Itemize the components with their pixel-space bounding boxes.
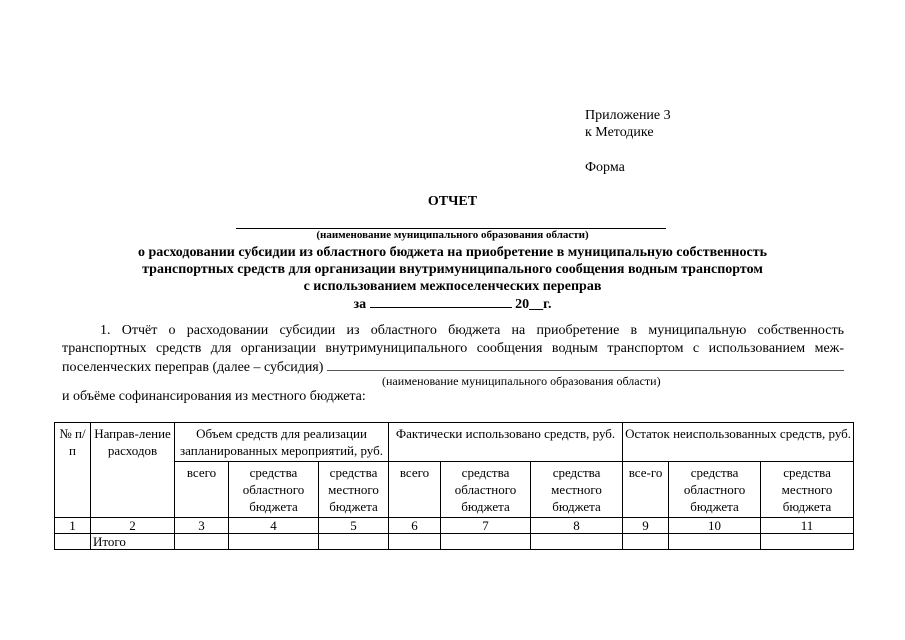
municipality-name-caption: (наименование муниципального образования области) (316, 229, 589, 241)
subheader-actual-local: средства местного бюджета (531, 462, 623, 518)
column-number: 6 (389, 518, 441, 534)
municipality-name-field[interactable] (327, 358, 844, 371)
column-number: 4 (229, 518, 319, 534)
total-cell[interactable] (389, 534, 441, 550)
report-table (54, 422, 854, 550)
table-subheader-row (55, 462, 854, 518)
form-label: Форма (585, 160, 625, 175)
total-cell[interactable] (441, 534, 531, 550)
paragraph-line-1: 1. Отчёт о расходовании субсидии из областного бюджета на приобретение в муниципальную собственность (100, 323, 844, 338)
period-blank-field[interactable] (370, 295, 512, 308)
total-cell[interactable] (669, 534, 761, 550)
subtitle-line-1: о расходовании субсидии из областного бюджета на приобретение в муниципальную собственность (138, 245, 767, 260)
header-remaining: Остаток неиспользованных средств, руб. (623, 423, 854, 462)
total-cell[interactable] (761, 534, 854, 550)
subtitle-line-2: транспортных средств для организации внутримуниципального сообщения водным транспортом (142, 262, 763, 277)
table-header-row (55, 423, 854, 462)
subheader-planned-total: всего (175, 462, 229, 518)
column-number: 9 (623, 518, 669, 534)
paragraph-line-2: транспортных средств для организации внутримуниципального сообщения водным транспортом с использованием меж- (62, 341, 844, 356)
subheader-planned-regional: средства областного бюджета (229, 462, 319, 518)
total-cell[interactable] (175, 534, 229, 550)
subheader-remaining-regional: средства областного бюджета (669, 462, 761, 518)
paragraph-line-3-text: поселенческих переправ (далее – субсидия) (62, 360, 324, 375)
column-number: 2 (91, 518, 175, 534)
appendix-line-2: к Методике (585, 125, 654, 140)
report-period (0, 295, 905, 313)
column-number: 1 (55, 518, 91, 534)
total-row-label: Итого (91, 534, 175, 550)
report-subtitle (0, 244, 905, 295)
subheader-actual-regional: средства областного бюджета (441, 462, 531, 518)
subheader-actual-total: всего (389, 462, 441, 518)
paragraph-1 (62, 322, 844, 377)
column-number: 5 (319, 518, 389, 534)
period-year: 20__г. (515, 297, 552, 312)
total-cell-num[interactable] (55, 534, 91, 550)
header-actual: Фактически использовано средств, руб. (389, 423, 623, 462)
paragraph-end: и объёме софинансирования из местного бюджета: (62, 389, 366, 404)
total-cell[interactable] (531, 534, 623, 550)
column-number: 7 (441, 518, 531, 534)
table-column-numbers-row (55, 518, 854, 534)
subheader-remaining-local: средства местного бюджета (761, 462, 854, 518)
header-num: № п/п (55, 423, 91, 518)
subtitle-line-3: с использованием межпоселенческих переправ (303, 279, 602, 294)
total-cell[interactable] (229, 534, 319, 550)
subheader-planned-local: средства местного бюджета (319, 462, 389, 518)
period-prefix: за (353, 297, 367, 312)
total-cell[interactable] (319, 534, 389, 550)
report-title: ОТЧЕТ (427, 194, 478, 209)
header-planned: Объем средств для реализации запланированных мероприятий, руб. (175, 423, 389, 462)
subheader-remaining-total: все-го (623, 462, 669, 518)
column-number: 10 (669, 518, 761, 534)
header-direction: Направ-ление расходов (91, 423, 175, 518)
appendix-line-1: Приложение 3 (585, 108, 671, 123)
column-number: 8 (531, 518, 623, 534)
total-cell[interactable] (623, 534, 669, 550)
paragraph-name-caption: (наименование муниципального образования области) (382, 374, 661, 388)
table-total-row (55, 534, 854, 550)
column-number: 3 (175, 518, 229, 534)
appendix-label (585, 107, 671, 141)
column-number: 11 (761, 518, 854, 534)
